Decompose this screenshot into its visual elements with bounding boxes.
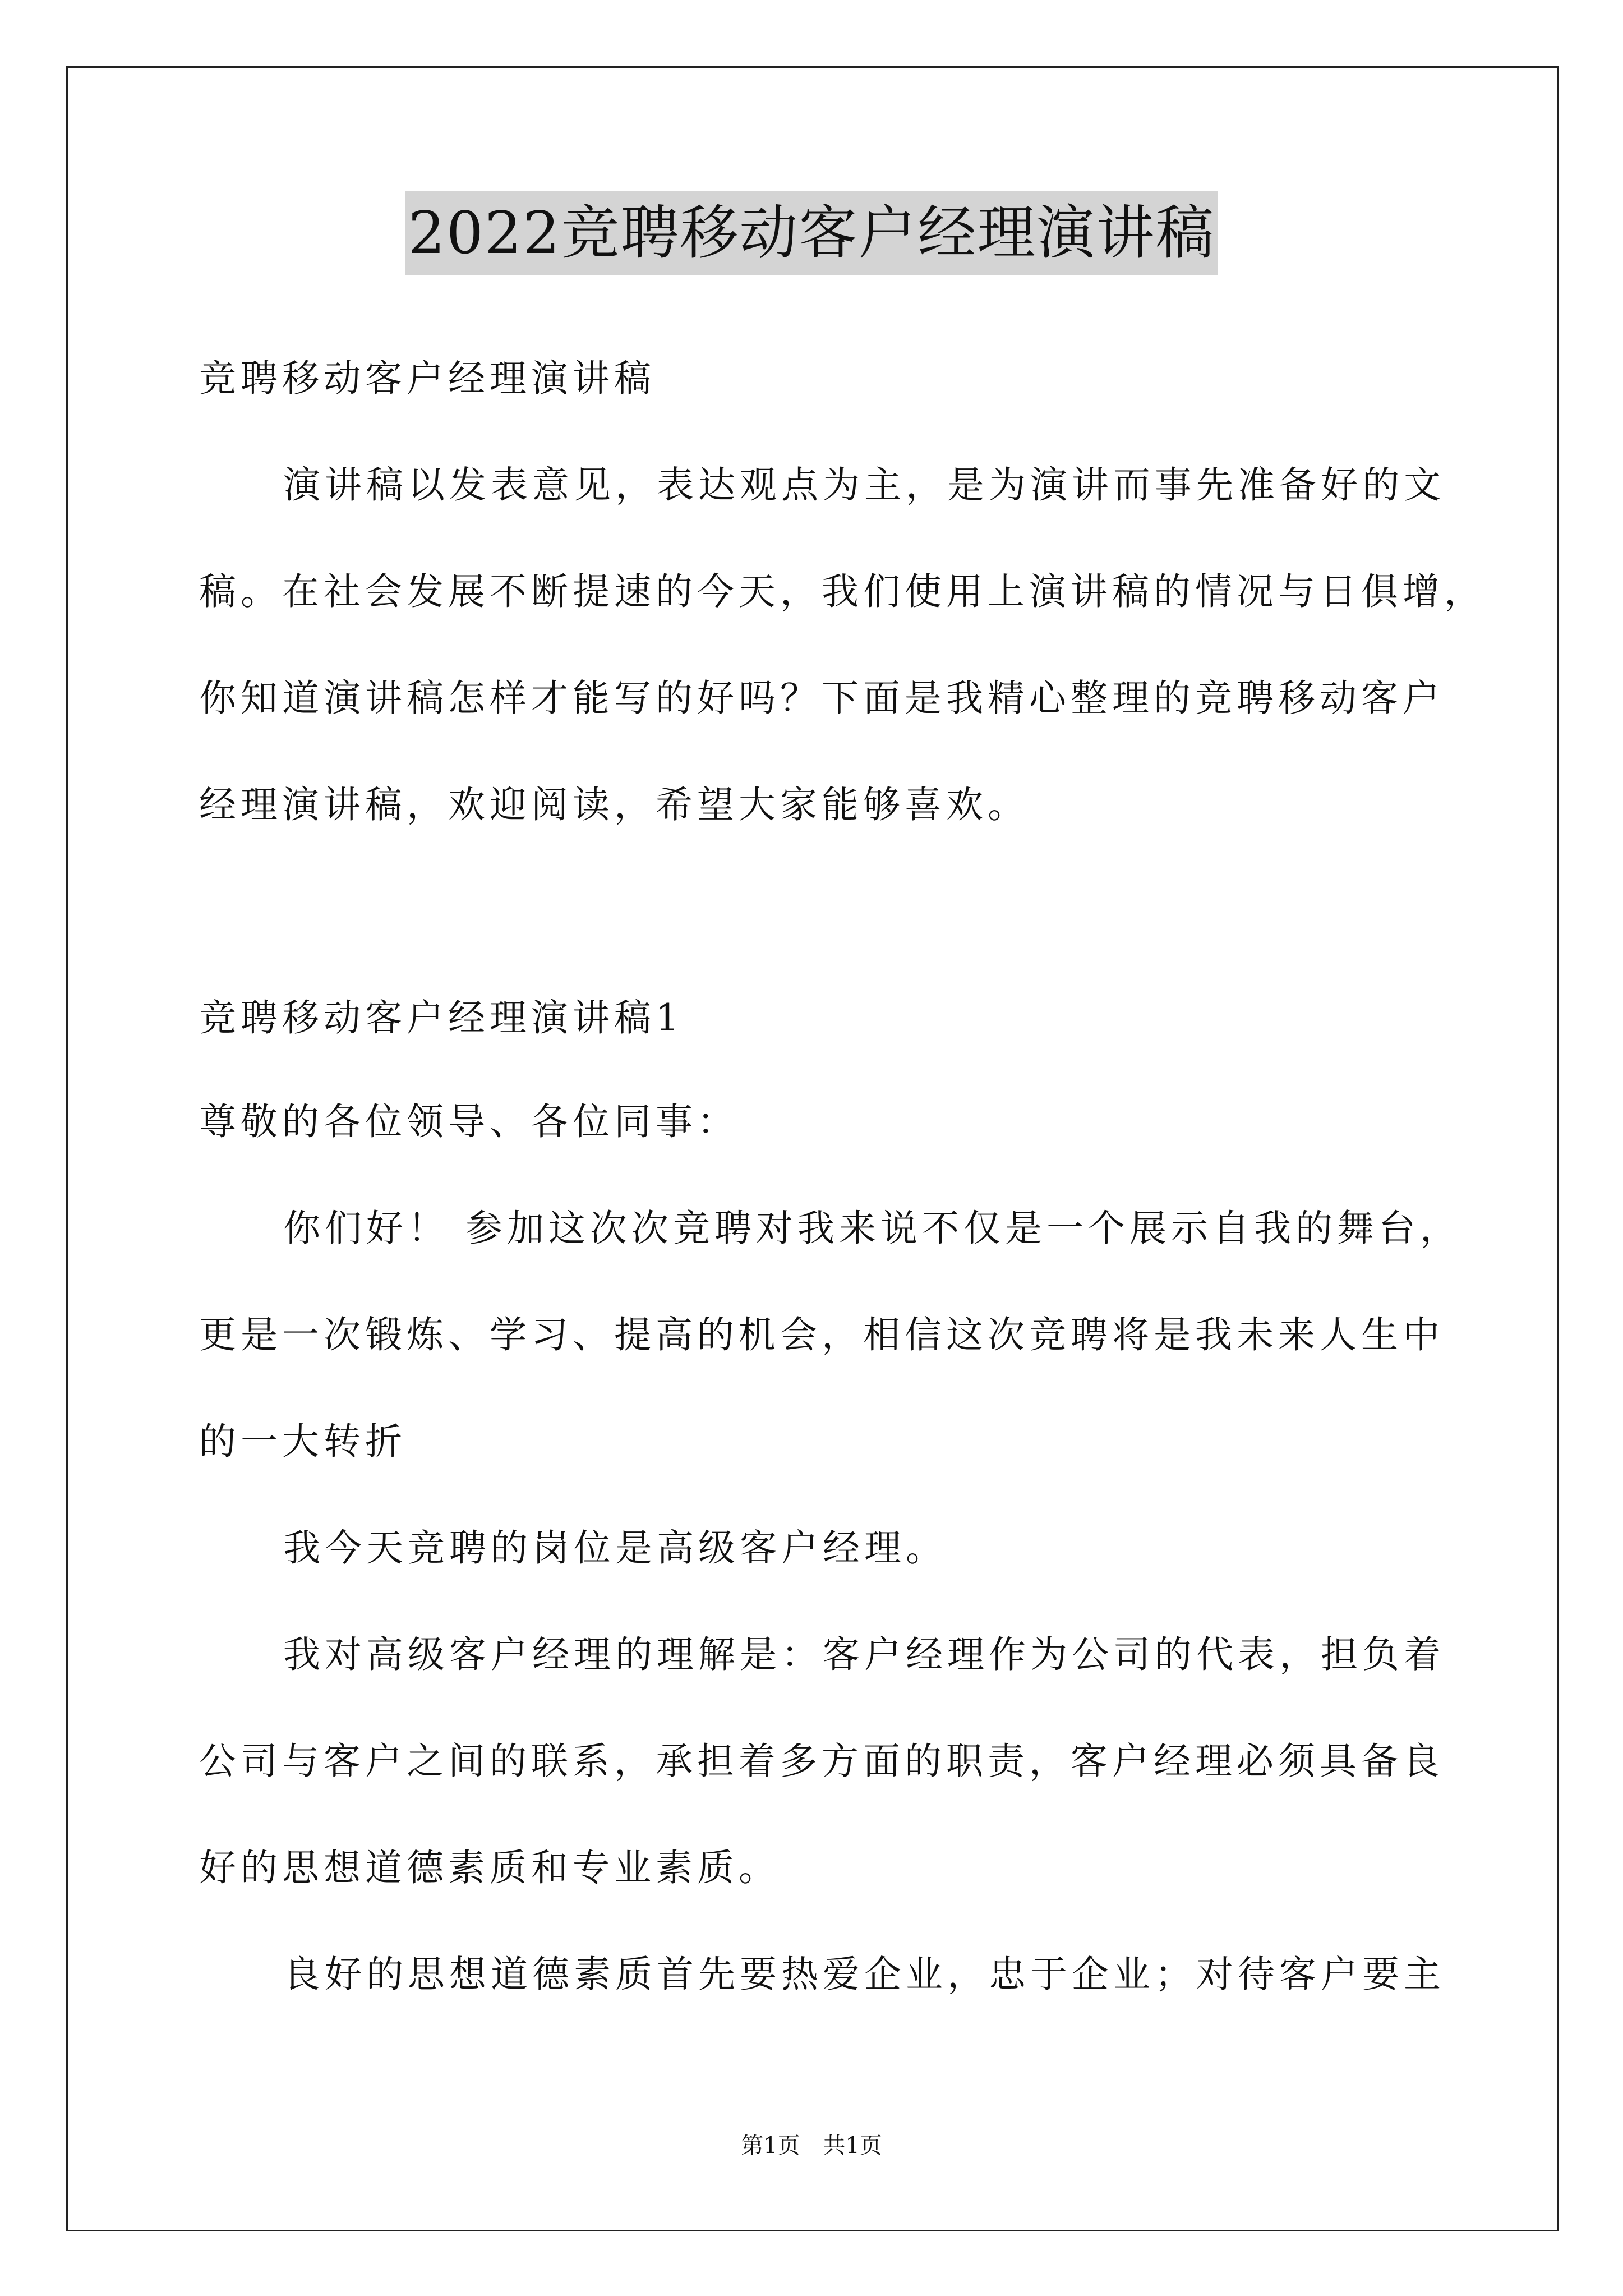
page-number: 第1页 — [741, 2133, 800, 2159]
paragraph-line: 演讲稿以发表意见，表达观点为主，是为演讲而事先准备好的文 — [283, 463, 1445, 507]
paragraph-line: 公司与客户之间的联系，承担着多方面的职责，客户经理必须具备良 — [199, 1740, 1444, 1783]
paragraph-line: 的一大转折 — [199, 1420, 407, 1463]
paragraph-line: 你们好！ 参加这次次竞聘对我来说不仅是一个展示自我的舞台， — [283, 1207, 1461, 1250]
paragraph-line: 你知道演讲稿怎样才能写的好吗？下面是我精心整理的竞聘移动客户 — [199, 677, 1444, 720]
page-total: 共1页 — [823, 2133, 882, 2159]
page-footer — [0, 2129, 1623, 2162]
subtitle-line: 竞聘移动客户经理演讲稿 — [199, 357, 656, 400]
document-title-text: 2022竞聘移动客户经理演讲稿 — [405, 191, 1219, 275]
paragraph-line: 好的思想道德素质和专业素质。 — [199, 1846, 780, 1889]
paragraph-line: 我对高级客户经理的理解是：客户经理作为公司的代表，担负着 — [283, 1633, 1445, 1676]
paragraph-line: 经理演讲稿，欢迎阅读，希望大家能够喜欢。 — [199, 783, 1029, 826]
document-title — [0, 191, 1623, 275]
section-heading: 竞聘移动客户经理演讲稿1 — [199, 996, 684, 1039]
greeting-line: 尊敬的各位领导、各位同事： — [199, 1100, 739, 1143]
paragraph-line: 良好的思想道德素质首先要热爱企业，忠于企业；对待客户要主 — [283, 1953, 1445, 1996]
paragraph-line: 更是一次锻炼、学习、提高的机会，相信这次竞聘将是我未来人生中 — [199, 1313, 1444, 1356]
paragraph-line: 稿。在社会发展不断提速的今天，我们使用上演讲稿的情况与日俱增， — [199, 570, 1486, 613]
paragraph-line: 我今天竞聘的岗位是高级客户经理。 — [283, 1526, 947, 1570]
